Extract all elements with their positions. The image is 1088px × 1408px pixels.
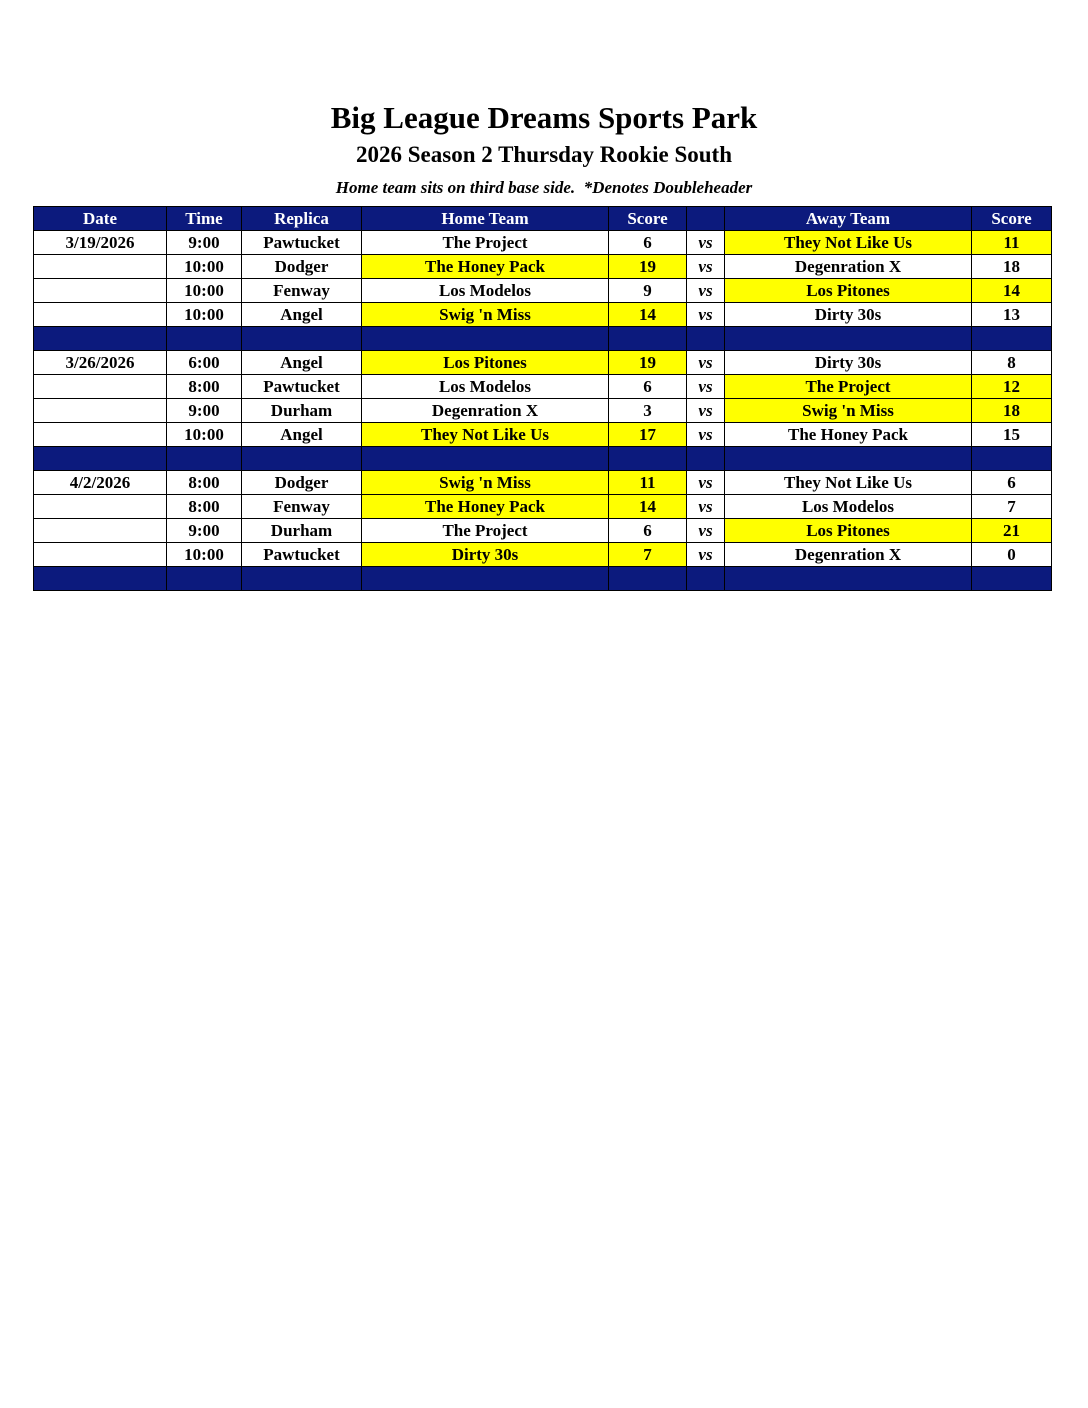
home-score-cell: 6 <box>609 519 687 543</box>
replica-cell: Durham <box>242 519 362 543</box>
away-score-cell: 7 <box>972 495 1052 519</box>
vs-cell: vs <box>687 471 725 495</box>
home-score-cell: 19 <box>609 255 687 279</box>
time-cell: 10:00 <box>167 279 242 303</box>
home-team-cell: Los Modelos <box>362 279 609 303</box>
away-team-cell: Los Modelos <box>725 495 972 519</box>
away-team-cell: The Honey Pack <box>725 423 972 447</box>
schedule-body <box>34 231 1052 591</box>
time-cell: 10:00 <box>167 423 242 447</box>
time-cell: 10:00 <box>167 303 242 327</box>
table-row <box>34 279 1052 303</box>
home-score-cell: 3 <box>609 399 687 423</box>
time-cell: 10:00 <box>167 255 242 279</box>
table-row <box>34 351 1052 375</box>
schedule-note: Home team sits on third base side. *Denotes Doubleheader <box>335 178 753 197</box>
vs-cell: vs <box>687 543 725 567</box>
away-team-cell: Dirty 30s <box>725 351 972 375</box>
column-header-away-team: Away Team <box>725 207 972 231</box>
page-title: Big League Dreams Sports Park <box>330 100 758 135</box>
home-team-cell: The Honey Pack <box>362 255 609 279</box>
week-separator-row <box>34 327 1052 351</box>
separator-cell <box>725 567 972 591</box>
page-subtitle: 2026 Season 2 Thursday Rookie South <box>356 142 732 167</box>
replica-cell: Fenway <box>242 495 362 519</box>
separator-cell <box>362 567 609 591</box>
away-team-cell: Degenration X <box>725 255 972 279</box>
column-header-vs <box>687 207 725 231</box>
away-score-cell: 18 <box>972 255 1052 279</box>
table-row <box>34 519 1052 543</box>
date-cell <box>34 279 167 303</box>
date-cell: 4/2/2026 <box>34 471 167 495</box>
column-header-home-team: Home Team <box>362 207 609 231</box>
vs-cell: vs <box>687 399 725 423</box>
home-team-cell: Los Pitones <box>362 351 609 375</box>
home-team-cell: Degenration X <box>362 399 609 423</box>
vs-cell: vs <box>687 375 725 399</box>
date-cell <box>34 399 167 423</box>
away-score-cell: 0 <box>972 543 1052 567</box>
vs-cell: vs <box>687 255 725 279</box>
separator-cell <box>34 327 167 351</box>
column-header-date: Date <box>34 207 167 231</box>
schedule-table <box>33 206 1052 591</box>
date-cell <box>34 255 167 279</box>
separator-cell <box>167 327 242 351</box>
replica-cell: Dodger <box>242 255 362 279</box>
separator-cell <box>242 327 362 351</box>
away-team-cell: Dirty 30s <box>725 303 972 327</box>
separator-cell <box>609 327 687 351</box>
column-header-away-score: Score <box>972 207 1052 231</box>
table-row <box>34 255 1052 279</box>
vs-cell: vs <box>687 495 725 519</box>
away-score-cell: 21 <box>972 519 1052 543</box>
vs-cell: vs <box>687 279 725 303</box>
time-cell: 8:00 <box>167 495 242 519</box>
time-cell: 8:00 <box>167 471 242 495</box>
date-cell: 3/19/2026 <box>34 231 167 255</box>
away-team-cell: They Not Like Us <box>725 471 972 495</box>
time-cell: 9:00 <box>167 231 242 255</box>
separator-cell <box>34 567 167 591</box>
home-team-cell: Swig 'n Miss <box>362 471 609 495</box>
home-score-cell: 9 <box>609 279 687 303</box>
home-score-cell: 11 <box>609 471 687 495</box>
replica-cell: Angel <box>242 303 362 327</box>
home-team-cell: The Honey Pack <box>362 495 609 519</box>
table-row <box>34 231 1052 255</box>
home-team-cell: Los Modelos <box>362 375 609 399</box>
column-header-time: Time <box>167 207 242 231</box>
away-team-cell: Los Pitones <box>725 279 972 303</box>
date-cell <box>34 423 167 447</box>
separator-cell <box>167 447 242 471</box>
home-team-cell: The Project <box>362 231 609 255</box>
time-cell: 9:00 <box>167 519 242 543</box>
home-score-cell: 19 <box>609 351 687 375</box>
away-score-cell: 11 <box>972 231 1052 255</box>
away-team-cell: They Not Like Us <box>725 231 972 255</box>
home-team-cell: Dirty 30s <box>362 543 609 567</box>
separator-cell <box>687 567 725 591</box>
home-score-cell: 17 <box>609 423 687 447</box>
separator-cell <box>972 447 1052 471</box>
date-cell <box>34 375 167 399</box>
table-header-row <box>34 207 1052 231</box>
week-separator-row <box>34 567 1052 591</box>
table-row <box>34 303 1052 327</box>
table-row <box>34 471 1052 495</box>
time-cell: 6:00 <box>167 351 242 375</box>
vs-cell: vs <box>687 231 725 255</box>
vs-cell: vs <box>687 519 725 543</box>
table-row <box>34 375 1052 399</box>
separator-cell <box>242 567 362 591</box>
away-score-cell: 15 <box>972 423 1052 447</box>
separator-cell <box>725 447 972 471</box>
separator-cell <box>687 447 725 471</box>
vs-cell: vs <box>687 423 725 447</box>
away-score-cell: 6 <box>972 471 1052 495</box>
away-score-cell: 13 <box>972 303 1052 327</box>
date-cell <box>34 495 167 519</box>
away-team-cell: Los Pitones <box>725 519 972 543</box>
separator-cell <box>972 567 1052 591</box>
away-team-cell: Swig 'n Miss <box>725 399 972 423</box>
replica-cell: Pawtucket <box>242 543 362 567</box>
time-cell: 8:00 <box>167 375 242 399</box>
time-cell: 9:00 <box>167 399 242 423</box>
date-cell <box>34 543 167 567</box>
home-score-cell: 6 <box>609 375 687 399</box>
separator-cell <box>687 327 725 351</box>
separator-cell <box>972 327 1052 351</box>
date-cell <box>34 519 167 543</box>
separator-cell <box>609 447 687 471</box>
home-score-cell: 14 <box>609 303 687 327</box>
home-score-cell: 6 <box>609 231 687 255</box>
table-row <box>34 399 1052 423</box>
vs-cell: vs <box>687 351 725 375</box>
time-cell: 10:00 <box>167 543 242 567</box>
vs-cell: vs <box>687 303 725 327</box>
replica-cell: Pawtucket <box>242 375 362 399</box>
home-team-cell: Swig 'n Miss <box>362 303 609 327</box>
away-team-cell: Degenration X <box>725 543 972 567</box>
replica-cell: Angel <box>242 351 362 375</box>
replica-cell: Durham <box>242 399 362 423</box>
column-header-replica: Replica <box>242 207 362 231</box>
away-score-cell: 8 <box>972 351 1052 375</box>
table-row <box>34 423 1052 447</box>
replica-cell: Fenway <box>242 279 362 303</box>
home-team-cell: The Project <box>362 519 609 543</box>
column-header-home-score: Score <box>609 207 687 231</box>
home-score-cell: 14 <box>609 495 687 519</box>
date-cell <box>34 303 167 327</box>
table-row <box>34 495 1052 519</box>
separator-cell <box>609 567 687 591</box>
separator-cell <box>242 447 362 471</box>
separator-cell <box>725 327 972 351</box>
replica-cell: Dodger <box>242 471 362 495</box>
away-score-cell: 12 <box>972 375 1052 399</box>
week-separator-row <box>34 447 1052 471</box>
table-row <box>34 543 1052 567</box>
home-score-cell: 7 <box>609 543 687 567</box>
separator-cell <box>362 447 609 471</box>
separator-cell <box>362 327 609 351</box>
replica-cell: Angel <box>242 423 362 447</box>
away-score-cell: 18 <box>972 399 1052 423</box>
replica-cell: Pawtucket <box>242 231 362 255</box>
away-score-cell: 14 <box>972 279 1052 303</box>
away-team-cell: The Project <box>725 375 972 399</box>
separator-cell <box>167 567 242 591</box>
date-cell: 3/26/2026 <box>34 351 167 375</box>
home-team-cell: They Not Like Us <box>362 423 609 447</box>
separator-cell <box>34 447 167 471</box>
